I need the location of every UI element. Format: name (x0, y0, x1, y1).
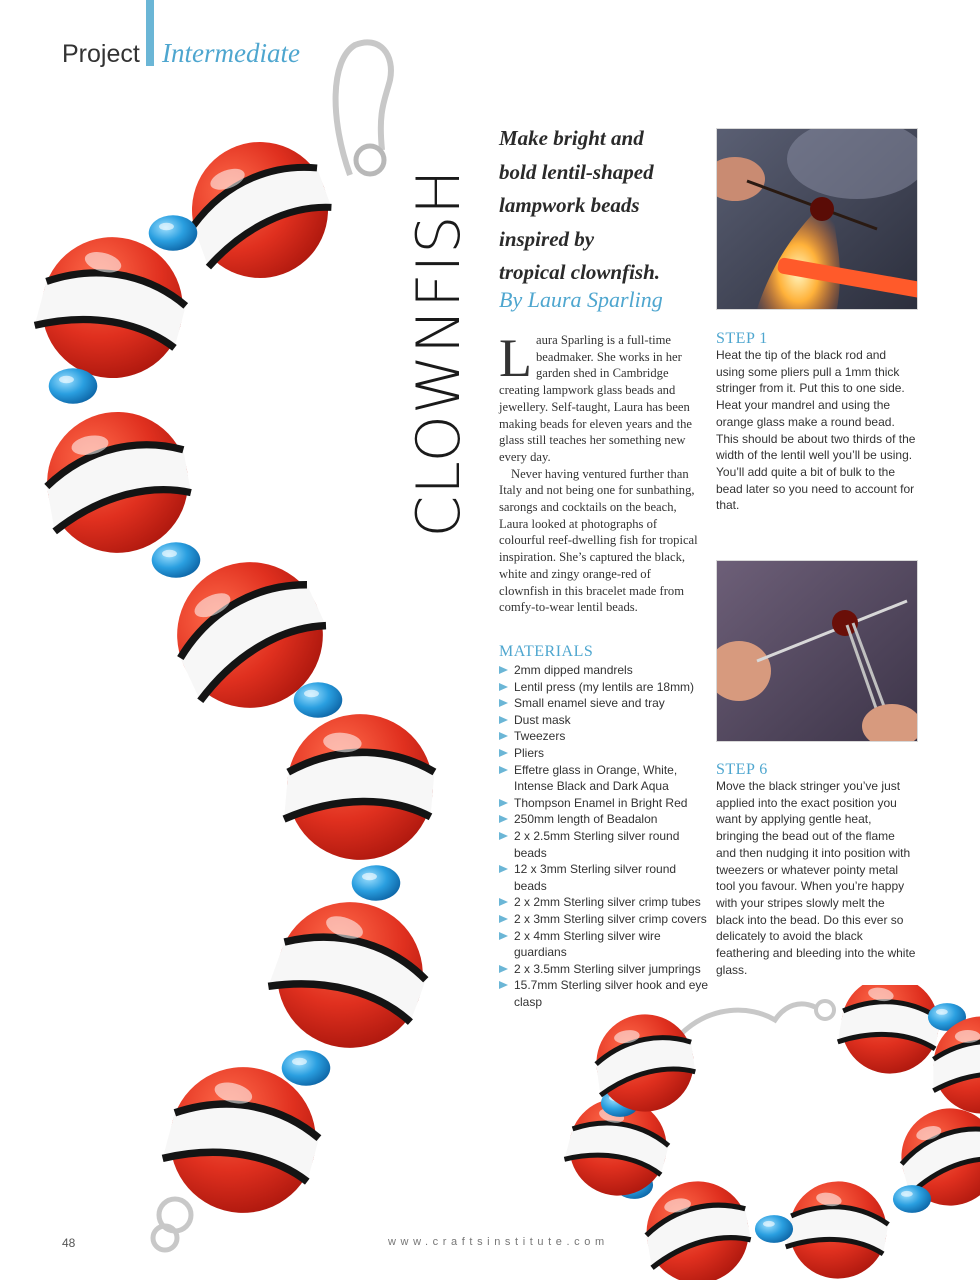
page-number: 48 (62, 1236, 76, 1250)
arrow-bullet-icon (499, 932, 508, 940)
list-item: Lentil press (my lentils are 18mm) (499, 679, 709, 696)
arrow-bullet-icon (499, 865, 508, 873)
arrow-bullet-icon (499, 732, 508, 740)
list-item: 12 x 3mm Sterling silver round beads (499, 861, 709, 894)
list-item: Tweezers (499, 728, 709, 745)
materials-list (499, 662, 709, 1010)
list-item: 2 x 2.5mm Sterling silver round beads (499, 828, 709, 861)
section-label: Project (62, 40, 140, 68)
step-1-text: Heat the tip of the black rod and using some pliers pull a 1mm thick stringer from it. Put this to one side. Heat your mandrel and using the orange glass make a round bead. This should be about two thirds of the width of the lentil well you’ll be using. You’ll add quite a bit of bulk to the bead later so you need to account for that. (716, 348, 916, 513)
standfirst-line: lampwork beads (499, 193, 640, 217)
arrow-bullet-icon (499, 915, 508, 923)
intro-text (499, 328, 702, 616)
byline: By Laura Sparling (499, 287, 663, 312)
arrow-bullet-icon (499, 898, 508, 906)
arrow-bullet-icon (499, 799, 508, 807)
arrow-bullet-icon (499, 981, 508, 989)
bracelet-hero-image (0, 20, 470, 1260)
step-1-photo (716, 128, 918, 310)
standfirst-line: bold lentil-shaped (499, 159, 654, 184)
standfirst (499, 122, 709, 290)
list-item: Pliers (499, 745, 709, 762)
standfirst-line: Make bright and (499, 126, 644, 150)
list-item: 2 x 3mm Sterling silver crimp covers (499, 911, 709, 928)
list-item: Thompson Enamel in Bright Red (499, 795, 709, 812)
intro-paragraph-2: Never having ventured further than Italy and not being one for sunbathing, sarongs and cocktails on the beach, Laura looked at photographs of colourful reef-dwelling fish for tropical inspiration. She’s captured the black, white and zingy orange-red of clownfish in this bracelet made from comfy-to-wear lentil beads. (499, 466, 698, 615)
intro-paragraph-1: Laura Sparling is a full-time beadmaker. She works in her garden shed in Cambridge creating lampwork glass beads and jewellery. Self-taught, Laura has been making beads for eleven years and the glass still teaches her something new every day. (499, 328, 693, 464)
difficulty-label: Intermediate (162, 38, 300, 68)
article-title: CLOWNFISH (404, 168, 474, 538)
arrow-bullet-icon (499, 749, 508, 757)
arrow-bullet-icon (499, 766, 508, 774)
list-item: 2mm dipped mandrels (499, 662, 709, 679)
materials-heading: MATERIALS (499, 643, 594, 660)
website-url: www.craftsinstitute.com (388, 1236, 609, 1248)
arrow-bullet-icon (499, 683, 508, 691)
list-item: Small enamel sieve and tray (499, 695, 709, 712)
step-6-heading: STEP 6 (716, 761, 768, 778)
list-item: 2 x 3.5mm Sterling silver jumprings (499, 961, 709, 978)
standfirst-line: tropical clownfish. (499, 260, 661, 284)
list-item: 250mm length of Beadalon (499, 811, 709, 828)
step-6-text: Move the black stringer you’ve just applied into the exact position you want by applying gentle heat, bringing the bead out of the flame and then nudging it into position with tweezers or whatever pointy metal tool you favour. When you’re happy with your stripes slowly melt the black into the bead. Do this ever so delicately to avoid the black feathering and bleeding into the white glass. (716, 779, 916, 977)
list-item: 15.7mm Sterling silver hook and eye clasp (499, 977, 709, 1010)
list-item: 2 x 2mm Sterling silver crimp tubes (499, 894, 709, 911)
arrow-bullet-icon (499, 832, 508, 840)
arrow-bullet-icon (499, 699, 508, 707)
arrow-bullet-icon (499, 815, 508, 823)
list-item: 2 x 4mm Sterling silver wire guardians (499, 928, 709, 961)
step-1-heading: STEP 1 (716, 330, 768, 347)
step-6-photo (716, 560, 918, 742)
list-item: Dust mask (499, 712, 709, 729)
drop-cap: L (499, 328, 532, 388)
standfirst-line: inspired by (499, 226, 595, 251)
arrow-bullet-icon (499, 716, 508, 724)
arrow-bullet-icon (499, 965, 508, 973)
bracelet-finished-image (560, 985, 980, 1280)
arrow-bullet-icon (499, 666, 508, 674)
list-item: Effetre glass in Orange, White, Intense Black and Dark Aqua (499, 762, 709, 795)
